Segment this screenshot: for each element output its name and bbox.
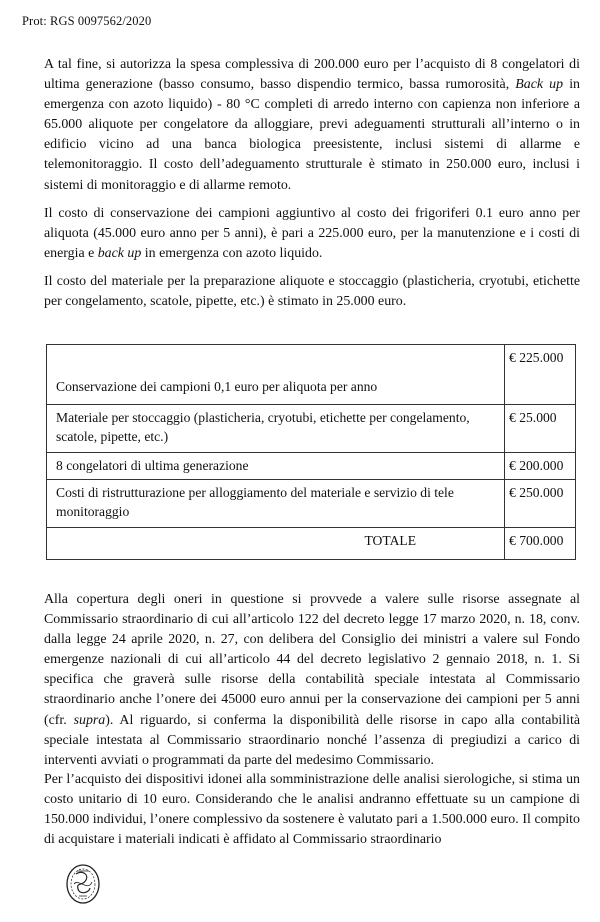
table-row — [47, 405, 576, 453]
paragraph-spending-authorization — [44, 55, 580, 196]
p4-italic-1: supra — [73, 712, 106, 728]
table-cell-amount: € 225.000 — [505, 345, 576, 405]
p1-italic-1: Back up — [515, 77, 564, 93]
table-row — [47, 480, 576, 528]
paragraph-funding-coverage — [44, 590, 580, 771]
paragraph-serological-devices — [44, 770, 580, 850]
table-row — [47, 345, 576, 405]
cost-table — [46, 344, 576, 560]
table-cell-description: Materiale per stoccaggio (plasticheria, cryotubi, etichette per congelamento, scatole, pipette, etc.) — [47, 405, 505, 453]
paragraph-material-cost — [44, 272, 580, 312]
table-cell-amount: € 250.000 — [505, 480, 576, 528]
total-amount: € 700.000 — [505, 528, 576, 560]
p1-text-2: in emergenza con azoto liquido) - 80 °C completi di arredo interno con capienza non inferiore a 65.000 aliquote per congelatore da alloggiare, previ adeguamenti strutturali all’interno o in edificio vicino ad una banca biologica preesistente, inclusi sistemi di allarme e telemonitoraggio. Il costo dell’adeguamento strutturale è stimato in 250.000 euro, inclusi i sistemi di monitoraggio e di allarme remoto. — [44, 77, 581, 193]
p2-text-2: in emergenza con azoto liquido. — [141, 246, 323, 262]
official-seal-stamp — [64, 862, 102, 906]
p1-text-1: A tal fine, si autorizza la spesa complessiva di 200.000 euro per l’acquisto di 8 congelatori di ultima generazione (basso consumo, basso dispendio termico, bassa rumorosità, — [44, 57, 580, 93]
table-cell-description: 8 congelatori di ultima generazione — [47, 453, 505, 480]
table-cell-description: Costi di ristrutturazione per alloggiamento del materiale e servizio di tele monitoraggio — [47, 480, 505, 528]
table-total-row — [47, 528, 576, 560]
paragraph-conservation-cost — [44, 204, 580, 264]
p2-italic-1: back up — [97, 246, 142, 262]
total-label: TOTALE — [47, 528, 505, 560]
table-cell-amount: € 25.000 — [505, 405, 576, 453]
protocol-header: Prot: RGS 0097562/2020 — [22, 14, 152, 28]
table-cell-description: Conservazione dei campioni 0,1 euro per aliquota per anno — [47, 345, 505, 405]
p4-text-1: Alla copertura degli oneri in questione si provvede a valere sulle risorse assegnate al Commissario straordinario di cui all’articolo 122 del decreto legge 17 marzo 2020, n. 18, conv. dalla legge 24 aprile 2020, n. 27, con delibera del Consiglio dei ministri a valere sul Fondo emergenze nazionali di cui all’articolo 44 del decreto legislativo 2 gennaio 2018, n. 1. Si specifica che graverà sulle risorse della contabilità speciale intestata al Commissario straordinario anche l’onere dei 45000 euro annui per la conservazione dei campioni per 5 anni (cfr. — [44, 592, 580, 728]
p5-text-1: Per l’acquisto dei dispositivi idonei alla somministrazione delle analisi sierologiche, si stima un costo unitario di 10 euro. Considerando che le analisi andranno effettuate su un campione di 150.000 individui, l’onere complessivo da sostenere è valutato pari a 1.500.000 euro. Il compito di acquistare i materiali indicati è affidato al Commissario straordinario — [44, 772, 580, 848]
p4-text-2: ). Al riguardo, si conferma la disponibilità delle risorse in capo alla contabilità speciale intestata al Commissario straordinario nonché l’assenza di pregiudizi a carico di interventi avviati o programmati da parte del medesimo Commissario. — [44, 712, 580, 768]
table-cell-amount: € 200.000 — [505, 453, 576, 480]
table-row — [47, 453, 576, 480]
p3-text-1: Il costo del materiale per la preparazione aliquote e stoccaggio (plasticheria, cryotubi, etichette per congelamento, scatole, pipette, etc.) è stimato in 25.000 euro. — [44, 274, 580, 310]
p2-text-1: Il costo di conservazione dei campioni aggiuntivo al costo dei frigoriferi 0.1 euro anno per aliquota (45.000 euro anno per 5 anni), è pari a 225.000 euro, per la manutenzione e i costi di energia e — [44, 206, 580, 262]
